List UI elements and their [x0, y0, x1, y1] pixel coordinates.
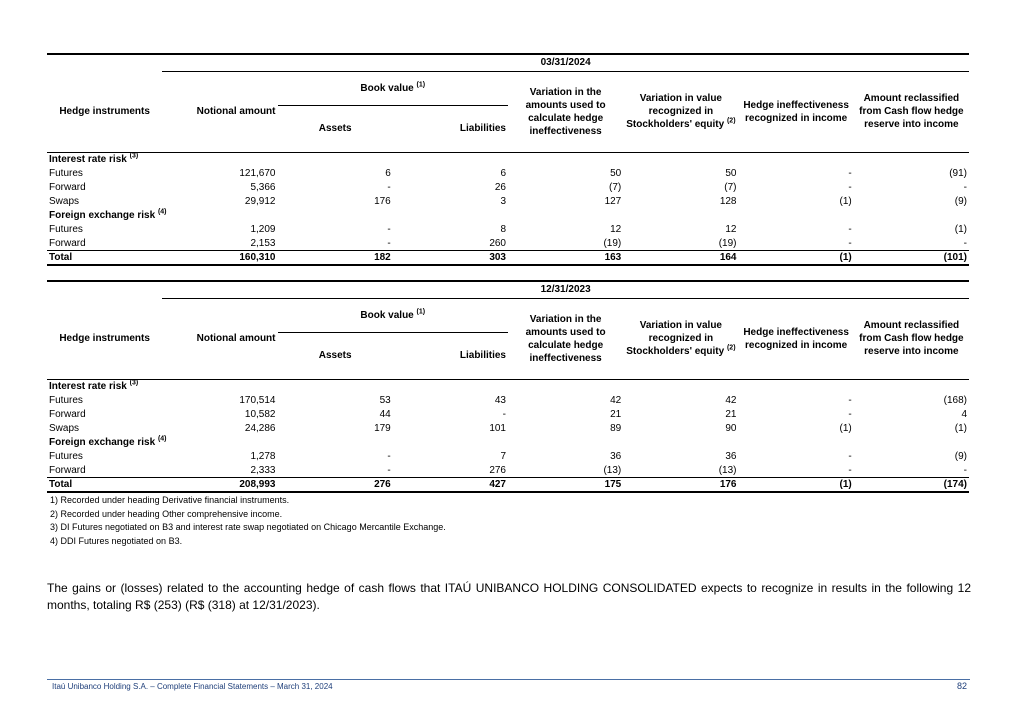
cell-notional: 2,333 — [250, 464, 276, 476]
cell-var-value: 42 — [725, 395, 737, 406]
cell-var-amounts: 89 — [610, 423, 622, 434]
cell-reclass: - — [963, 182, 967, 193]
total-row — [47, 478, 969, 493]
book-value-note: (1) — [416, 81, 426, 89]
table-row — [47, 195, 969, 209]
period-date: 03/31/2024 — [162, 54, 969, 71]
table-row — [47, 408, 969, 422]
cell-notional: 5,366 — [250, 182, 276, 193]
footnote-3: 3) DI Futures negotiated on B3 and interest rate swap negotiated on Chicago Mercantile Exchange. — [50, 522, 446, 532]
cell-var-amounts: 36 — [610, 451, 622, 462]
cell-liabilities: - — [502, 409, 506, 420]
cell-ineff: - — [848, 224, 852, 235]
header-variation-value — [623, 298, 738, 379]
header-assets: Assets — [318, 350, 352, 362]
cell-reclass: (1) — [954, 423, 967, 434]
group-label: Foreign exchange risk — [49, 437, 156, 448]
cell-assets: 53 — [379, 395, 391, 406]
header-hedge-ineffectiveness: Hedge ineffectiveness recognized in income — [743, 99, 849, 124]
footnotes — [50, 494, 446, 548]
header-notional-amount: Notional amount — [196, 106, 276, 118]
cell-var-amounts: (7) — [609, 182, 622, 193]
total-var-value: 164 — [623, 251, 738, 266]
total-notional: 160,310 — [162, 251, 277, 266]
header-hedge-ineffectiveness: Hedge ineffectiveness recognized in income — [743, 326, 849, 351]
hedge-table-2024 — [47, 53, 969, 266]
group-note: (4) — [157, 208, 167, 216]
cell-reclass: (91) — [949, 168, 967, 179]
footnote-4: 4) DDI Futures negotiated on B3. — [50, 535, 183, 546]
total-liabilities: 427 — [393, 478, 508, 493]
total-liabilities: 303 — [393, 251, 508, 266]
table-row — [47, 422, 969, 436]
row-label: Futures — [49, 224, 83, 235]
row-label: Forward — [49, 182, 86, 193]
row-label: Swaps — [49, 196, 80, 207]
hedge-table-2023 — [47, 280, 969, 493]
header-book-value — [278, 71, 509, 105]
cell-var-amounts: (19) — [603, 237, 622, 249]
cell-liabilities: 260 — [489, 237, 506, 249]
cell-notional: 170,514 — [239, 395, 276, 406]
cell-ineff: - — [848, 237, 852, 249]
total-var-value: 176 — [623, 478, 738, 493]
footer-divider — [47, 679, 970, 680]
row-label: Futures — [49, 168, 83, 179]
group-note: (3) — [129, 152, 139, 160]
cell-ineff: - — [848, 182, 852, 193]
cell-ineff: (1) — [839, 423, 852, 434]
cell-var-amounts: 50 — [610, 168, 622, 179]
cell-assets: - — [387, 224, 391, 235]
header-hedge-instruments: Hedge instruments — [59, 106, 150, 117]
cell-assets: - — [387, 464, 391, 476]
cell-ineff: - — [848, 451, 852, 462]
cell-reclass: (168) — [943, 395, 967, 406]
cell-var-value: (19) — [718, 237, 737, 249]
row-label: Swaps — [49, 423, 80, 434]
group-heading — [47, 436, 969, 450]
cell-liabilities: 7 — [500, 451, 506, 462]
total-assets: 182 — [278, 251, 393, 266]
cell-reclass: 4 — [961, 409, 967, 420]
cell-liabilities: 101 — [489, 423, 506, 434]
cell-liabilities: 8 — [500, 224, 506, 235]
total-reclass: (101) — [854, 251, 969, 266]
footnote-1: 1) Recorded under heading Derivative financial instruments. — [50, 495, 290, 505]
variation-value-label: Variation in value recognized in Stockholders' equity — [626, 320, 725, 358]
total-var-amounts: 175 — [508, 478, 623, 493]
cell-var-amounts: 12 — [610, 224, 622, 235]
cell-var-value: (13) — [718, 464, 737, 476]
cell-notional: 121,670 — [239, 168, 276, 179]
cell-assets: - — [387, 451, 391, 462]
group-heading — [47, 153, 969, 167]
header-amount-reclassified: Amount reclassified from Cash flow hedge reserve into income — [859, 93, 964, 131]
cell-ineff: - — [848, 464, 852, 476]
cell-ineff: - — [848, 409, 852, 420]
total-assets: 276 — [278, 478, 393, 493]
cell-var-value: 21 — [725, 409, 737, 420]
cell-ineff: - — [848, 395, 852, 406]
header-variation-amounts: Variation in the amounts used to calculate hedge ineffectiveness — [525, 86, 606, 137]
header-liabilities: Liabilities — [459, 123, 506, 135]
footer-title: Itaú Unibanco Holding S.A. – Complete Financial Statements – March 31, 2024 — [52, 682, 333, 691]
book-value-note: (1) — [416, 308, 426, 316]
cell-var-value: 12 — [725, 224, 737, 235]
cell-reclass: (9) — [954, 451, 967, 462]
total-label: Total — [47, 251, 162, 266]
header-hedge-instruments: Hedge instruments — [59, 333, 150, 344]
cell-assets: 44 — [379, 409, 391, 420]
cell-notional: 10,582 — [244, 409, 276, 420]
cell-liabilities: 3 — [500, 196, 506, 207]
header-variation-value — [623, 71, 738, 152]
group-label: Interest rate risk — [49, 154, 127, 166]
variation-value-note: (2) — [726, 117, 736, 125]
period-date: 12/31/2023 — [162, 281, 969, 298]
book-value-label: Book value — [360, 82, 414, 94]
total-var-amounts: 163 — [508, 251, 623, 266]
header-notional-amount: Notional amount — [196, 333, 276, 345]
total-reclass: (174) — [854, 478, 969, 493]
cell-assets: - — [387, 237, 391, 249]
table-row — [47, 181, 969, 195]
cell-assets: 176 — [374, 196, 391, 207]
row-label: Forward — [49, 409, 86, 420]
total-row — [47, 251, 969, 266]
total-label: Total — [47, 478, 162, 493]
row-label: Forward — [49, 464, 86, 476]
total-notional: 208,993 — [162, 478, 277, 493]
cell-assets: - — [387, 182, 391, 193]
cell-ineff: - — [848, 168, 852, 179]
total-ineff: (1) — [739, 251, 854, 266]
cell-notional: 1,209 — [250, 224, 276, 235]
cell-var-value: 90 — [725, 423, 737, 434]
table-row — [47, 450, 969, 464]
table-row — [47, 394, 969, 408]
header-assets: Assets — [318, 123, 352, 135]
cell-liabilities: 43 — [494, 395, 506, 406]
row-label: Futures — [49, 395, 83, 406]
date-spacer — [47, 54, 162, 71]
cell-reclass: (1) — [954, 224, 967, 235]
date-spacer — [47, 281, 162, 298]
cell-notional: 24,286 — [244, 423, 276, 434]
cell-liabilities: 276 — [489, 464, 506, 476]
cell-var-value: 128 — [719, 196, 737, 207]
footnote-2: 2) Recorded under heading Other comprehensive income. — [50, 508, 283, 519]
page-number: 82 — [956, 681, 967, 691]
variation-value-label: Variation in value recognized in Stockholders' equity — [626, 93, 725, 131]
cell-liabilities: 26 — [494, 182, 506, 193]
group-label: Interest rate risk — [49, 381, 127, 393]
group-note: (4) — [157, 435, 167, 443]
group-note: (3) — [129, 379, 139, 387]
group-heading — [47, 209, 969, 223]
cell-ineff: (1) — [839, 196, 852, 207]
cell-assets: 6 — [385, 168, 391, 179]
group-heading — [47, 380, 969, 394]
cell-liabilities: 6 — [500, 168, 506, 179]
row-label: Futures — [49, 451, 83, 462]
cell-reclass: - — [963, 237, 967, 249]
header-variation-amounts: Variation in the amounts used to calculate hedge ineffectiveness — [525, 313, 606, 364]
total-ineff: (1) — [739, 478, 854, 493]
row-label: Forward — [49, 237, 86, 249]
cell-reclass: - — [963, 464, 967, 476]
cell-notional: 29,912 — [244, 196, 276, 207]
cell-var-value: 50 — [725, 168, 737, 179]
cash-flow-hedge-paragraph: The gains or (losses) related to the accounting hedge of cash flows that ITAÚ UNIBANCO HOLDING CONSOLIDATED expects to recognize in results in the following 12 months, totaling R$ (253) (R$ (318) at 12/31/2023). — [47, 581, 971, 612]
cell-var-amounts: 21 — [610, 409, 622, 420]
book-value-label: Book value — [360, 309, 414, 321]
cell-var-amounts: 127 — [604, 196, 622, 207]
cell-reclass: (9) — [954, 196, 967, 207]
table-row — [47, 223, 969, 237]
header-book-value — [278, 298, 509, 332]
cell-var-amounts: 42 — [610, 395, 622, 406]
header-liabilities: Liabilities — [459, 350, 506, 362]
table-row — [47, 464, 969, 478]
table-row — [47, 237, 969, 251]
table-row — [47, 167, 969, 181]
cell-var-value: (7) — [724, 182, 737, 193]
cell-notional: 2,153 — [250, 237, 276, 249]
variation-value-note: (2) — [726, 344, 736, 352]
cell-var-amounts: (13) — [603, 464, 622, 476]
group-label: Foreign exchange risk — [49, 210, 156, 221]
header-amount-reclassified: Amount reclassified from Cash flow hedge reserve into income — [859, 320, 964, 358]
cell-assets: 179 — [374, 423, 391, 434]
cell-notional: 1,278 — [250, 451, 276, 462]
cell-var-value: 36 — [725, 451, 737, 462]
